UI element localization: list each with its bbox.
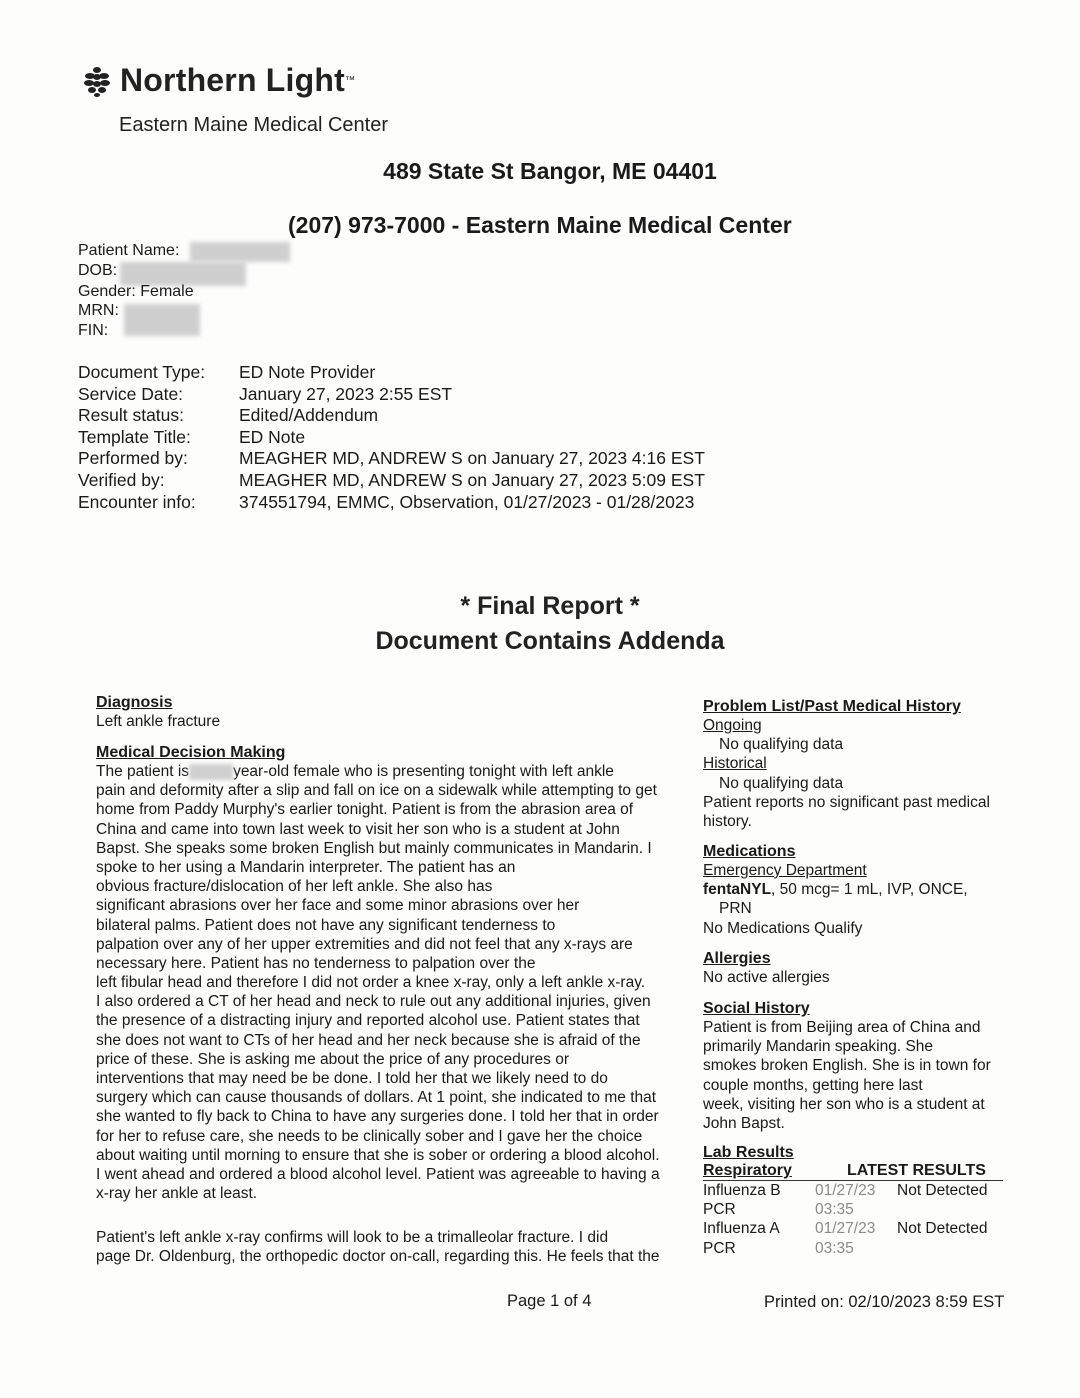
meta-row <box>78 470 705 492</box>
social-line: couple months, getting here last <box>703 1076 923 1094</box>
historical-value: No qualifying data <box>719 774 844 792</box>
gender-label: Gender: <box>78 283 136 300</box>
problem-list-section <box>703 698 1023 831</box>
drug-detail: , 50 mcg= 1 mL, IVP, ONCE, <box>771 881 968 899</box>
problem-list-title: Problem List/Past Medical History <box>703 698 961 715</box>
social-line: Patient is from Beijing area of China and <box>703 1019 981 1036</box>
meta-label: Result status: <box>78 405 185 426</box>
diagnosis-title: Diagnosis <box>96 694 173 711</box>
mdm-text: The patient is <box>96 763 190 780</box>
lab-test-name: PCR <box>703 1239 736 1257</box>
mdm-title: Medical Decision Making <box>96 744 286 761</box>
facility-phone: (207) 973-7000 - Eastern Maine Medical Center <box>288 212 792 238</box>
mdm-line: China and came into town last week to visit her son who is a student at John <box>96 820 620 838</box>
meta-value: 374551794, EMMC, Observation, 01/27/2023 - 01/28/2023 <box>239 491 695 512</box>
mdm-line: she wanted to fly back to China to have any surgeries done. I told her that in order <box>96 1108 659 1126</box>
social-line: John Bapst. <box>703 1115 785 1133</box>
org-subtitle: Eastern Maine Medical Center <box>119 114 389 136</box>
mdm-line: page Dr. Oldenburg, the orthopedic doctor on-call, regarding this. He feels that the <box>96 1248 660 1266</box>
meta-label: Document Type: <box>78 362 206 382</box>
redaction-block <box>190 242 290 262</box>
historical-label: Historical <box>703 755 767 773</box>
meta-row <box>78 492 705 514</box>
medications-department: Emergency Department <box>703 862 867 879</box>
meta-label: Service Date: <box>78 383 184 404</box>
lab-row <box>703 1200 1023 1219</box>
meta-row <box>78 362 705 384</box>
lab-row <box>703 1219 1023 1238</box>
latest-results-header: LATEST RESULTS <box>847 1162 986 1179</box>
meta-value: Edited/Addendum <box>239 405 379 426</box>
printed-on: Printed on: 02/10/2023 8:59 EST <box>764 1293 1005 1311</box>
allergies-section <box>703 950 1023 987</box>
redaction-block <box>124 304 200 336</box>
fin-label: FIN: <box>78 322 109 339</box>
trademark-mark: ™ <box>345 75 355 86</box>
medications-none: No Medications Qualify <box>703 919 863 937</box>
mdm-line: the presence of a distracting injury and reported alcohol use. Patient states that <box>96 1012 640 1030</box>
meta-value: ED Note <box>239 426 306 447</box>
mdm-paragraph-2 <box>96 1228 696 1266</box>
document-meta-table <box>78 362 705 513</box>
meta-value: ED Note Provider <box>239 362 376 382</box>
mdm-line: left fibular head and therefore I did not order a knee x-ray, only a left ankle x-ray. <box>96 974 646 992</box>
lab-row <box>703 1181 1023 1200</box>
social-line: smokes broken English. She is in town for <box>703 1057 991 1075</box>
meta-label: Verified by: <box>78 469 165 490</box>
lab-test-name: Influenza B <box>703 1182 781 1199</box>
mdm-body <box>96 762 696 1203</box>
mdm-line: about waiting until morning to ensure that she is sober or ordering a blood alcohol. <box>96 1146 660 1164</box>
mdm-section <box>96 744 696 1203</box>
mdm-text: year-old female who is presenting tonight with left ankle <box>233 763 614 780</box>
drug-name: fentaNYL <box>703 881 772 899</box>
lab-result: Not Detected <box>897 1220 988 1238</box>
meta-row <box>78 427 705 449</box>
mdm-line: obvious fracture/dislocation of her left ankle. She also has <box>96 878 493 896</box>
mdm-line: Bapst. She speaks some broken English but mainly communicates in Mandarin. I <box>96 839 652 857</box>
lab-group-label: Respiratory <box>703 1162 792 1179</box>
final-report-heading: * Final Report * <box>460 592 640 620</box>
lab-row <box>703 1239 1023 1258</box>
mdm-line: home from Paddy Murphy's earlier tonight. Patient is from the abrasion area of <box>96 801 634 819</box>
ongoing-value: No qualifying data <box>719 736 844 754</box>
lab-result: Not Detected <box>897 1182 988 1199</box>
lab-table-header <box>703 1162 1003 1181</box>
meta-value: MEAGHER MD, ANDREW S on January 27, 2023 5:09 EST <box>239 469 705 490</box>
lab-date: 01/27/23 <box>815 1182 876 1199</box>
mdm-line: interventions that may need be be done. I told her that we likely need to do <box>96 1070 608 1087</box>
mdm-line: for her to refuse care, she needs to be clinically sober and I gave her the choice <box>96 1127 643 1145</box>
mdm-line: necessary here. Patient has no tenderness to palpation over the <box>96 954 536 972</box>
lab-test-name: Influenza A <box>703 1220 780 1238</box>
facility-address: 489 State St Bangor, ME 04401 <box>383 158 717 184</box>
meta-label: Template Title: <box>78 426 191 447</box>
social-line: week, visiting her son who is a student at <box>703 1095 985 1113</box>
page-number: Page 1 of 4 <box>507 1292 592 1310</box>
mdm-line: Patient's left ankle x-ray confirms will look to be a trimalleolar fracture. I did <box>96 1229 609 1246</box>
medications-section <box>703 843 1023 938</box>
addenda-heading: Document Contains Addenda <box>375 627 725 655</box>
pmh-note: history. <box>703 813 752 831</box>
redaction-block <box>189 764 233 780</box>
pinecone-icon <box>80 64 114 98</box>
patient-name-label: Patient Name: <box>78 242 180 259</box>
drug-prn: PRN <box>719 900 752 918</box>
meta-label: Performed by: <box>78 448 188 469</box>
mdm-line: I also ordered a CT of her head and neck to rule out any additional injuries, given <box>96 993 651 1011</box>
mdm-line: significant abrasions over her face and some minor abrasions over her <box>96 897 580 915</box>
mdm-line: spoke to her using a Mandarin interpreter. The patient has an <box>96 858 516 876</box>
lab-results-title: Lab Results <box>703 1144 794 1161</box>
mdm-line: bilateral palms. Patient does not have any significant tenderness to <box>96 916 556 934</box>
mdm-line: pain and deformity after a slip and fall on ice on a sidewalk while attempting to get <box>96 782 657 800</box>
diagnosis-value: Left ankle fracture <box>96 713 221 730</box>
lab-time: 03:35 <box>815 1239 854 1257</box>
ongoing-label: Ongoing <box>703 717 762 734</box>
org-name: Northern Light <box>120 62 345 98</box>
org-logo <box>80 62 355 99</box>
dob-label: DOB: <box>78 262 118 279</box>
allergies-title: Allergies <box>703 950 771 967</box>
social-history-section <box>703 1000 1023 1133</box>
gender-row <box>78 282 194 302</box>
diagnosis-section <box>96 694 696 731</box>
gender-value: Female <box>140 283 194 300</box>
allergies-value: No active allergies <box>703 969 830 986</box>
meta-row <box>78 405 705 427</box>
lab-time: 03:35 <box>815 1201 854 1219</box>
meta-row <box>78 384 705 406</box>
meta-row <box>78 448 705 470</box>
meta-value: January 27, 2023 2:55 EST <box>239 383 453 404</box>
pmh-note: Patient reports no significant past medical <box>703 793 990 811</box>
meta-value: MEAGHER MD, ANDREW S on January 27, 2023 4:16 EST <box>239 448 705 469</box>
mdm-line: surgery which can cause thousands of dollars. At 1 point, she indicated to me that <box>96 1089 657 1107</box>
mdm-line: she does not want to CTs of her head and her neck because she is afraid of the <box>96 1031 641 1049</box>
social-line: primarily Mandarin speaking. She <box>703 1038 934 1056</box>
meta-label: Encounter info: <box>78 491 196 512</box>
mrn-label: MRN: <box>78 302 119 319</box>
medication-entry <box>703 880 1023 899</box>
lab-results-section <box>703 1144 1023 1258</box>
medications-title: Medications <box>703 843 796 860</box>
lab-test-name: PCR <box>703 1201 736 1219</box>
mdm-line: I went ahead and ordered a blood alcohol level. Patient was agreeable to having a <box>96 1165 660 1183</box>
mdm-line <box>96 762 696 781</box>
mdm-line: x-ray her ankle at least. <box>96 1185 258 1203</box>
mdm-line: price of these. She is asking me about the price of any procedures or <box>96 1050 570 1068</box>
lab-date: 01/27/23 <box>815 1220 876 1238</box>
social-history-title: Social History <box>703 1000 810 1017</box>
mdm-line: palpation over any of her upper extremities and did not feel that any x-rays are <box>96 935 633 953</box>
